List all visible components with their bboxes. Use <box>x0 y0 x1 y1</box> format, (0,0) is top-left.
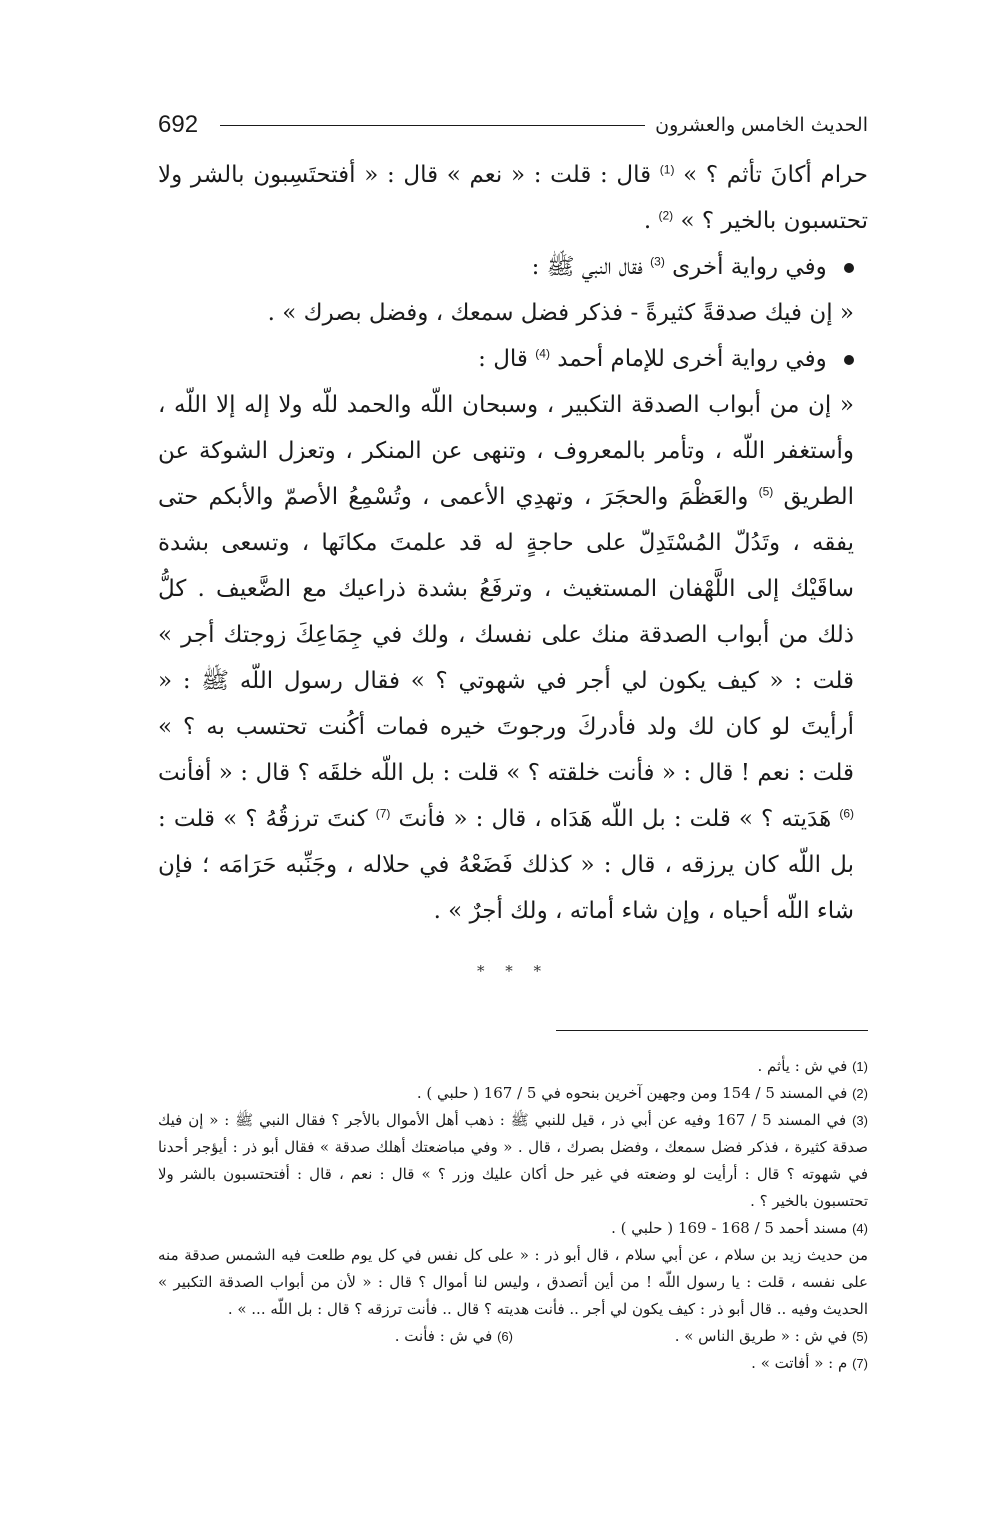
footnote-7: (7) م : « أفاتت » . <box>751 1354 868 1372</box>
footnote-ref-7[interactable]: (7) <box>375 806 391 821</box>
main-text <box>158 152 868 934</box>
footnote-ref-5[interactable]: (5) <box>758 484 774 499</box>
footnotes <box>158 1053 868 1377</box>
bullet-paragraph-1: وفي رواية أخرى $^{(3)}$ فقال النبي ﷺ : <box>158 244 868 290</box>
footnote-ref-1[interactable]: (1) <box>659 162 675 177</box>
bullet-paragraph-2: وفي رواية أخرى للإمام أحمد $^{(4)}$ قال : <box>158 336 868 382</box>
bullet-icon <box>844 263 854 273</box>
bullet-icon <box>844 355 854 365</box>
footnote-6: (6) في ش : فأنت . <box>394 1327 513 1345</box>
book-page <box>158 108 868 1377</box>
footnote-1: (1) في ش : يأثم . <box>757 1057 868 1075</box>
quote-2: « إن من أبواب الصدقة التكبير ، وسبحان اللّه والحمد للّه ولا إله إلا اللّه ، وأستغفر اللّه ، وتأمر بالمعروف ، وتنهى عن المنكر ، وتعزل الشوكة عن الطريق $^{(5)}$ والعَظْمَ والحجَرَ ، وتهدِي الأعمى ، وتُسْمِعُ الأصمّ والأبكم حتى يفقه ، وتَدُلّ المُسْتَدِلّ على حاجةٍ له قد علمتَ مكانَها ، وتسعى بشدة ساقَيْك إلى اللَّهْفان المستغيث ، وترفَعُ بشدة ذراعيك مع الضَّعيف . كلُّ ذلك من أبواب الصدقة منك على نفسك ، ولك في جِمَاعِكَ زوجتك أجر » قلت : « كيف يكون لي أجر في شهوتي ؟ » فقال رسول اللّه ﷺ : « أرأيتَ لو كان لك ولد فأدركَ ورجوتَ خيره فمات أكُنت تحتسب به ؟ » قلت : نعم ! قال : « فأنت خلقته ؟ » قلت : بل اللّه خلقَه ؟ قال : « أفأنت $^{(6)}$ هَدَيته ؟ » قلت : بل اللّه هَدَاه ، قال : « فأنتَ $^{(7)}$ كنتَ ترزقُهُ ؟ » قلت : بل اللّه كان يرزقه ، قال : « كذلك فَضَعْهُ في حلاله ، وجَنِّبه حَرَامَه ؛ فإن شاء اللّه أحياه ، وإن شاء أماته ، ولك أجرٌ » . <box>158 392 855 924</box>
header-rule <box>220 125 645 126</box>
footnote-4: (4) مسند أحمد 5 / 168 - 169 ( حلبي ) . <box>611 1219 868 1237</box>
quote-1: « إن فيك صدقةً كثيرةً - فذكر فضل سمعك ، وفضل بصرك » . <box>267 300 854 326</box>
footnote-ref-4[interactable]: (4) <box>535 346 550 361</box>
section-separator: * * * <box>476 962 550 980</box>
footnote-ref-6[interactable]: (6) <box>839 806 854 821</box>
footnote-5: (5) في ش : « طريق الناس » . <box>674 1327 868 1345</box>
footnote-3: (3) في المسند 5 / 167 وفيه عن أبي ذر ، قيل للنبي ﷺ : ذهب أهل الأموال بالأجر ؟ فقال النبي ﷺ : « إن فيك صدقة كثيرة ، فذكر فضل سمعك ، وفضل بصرك ، قال . « وفي مباضعتك أهلك صدقة » فقال أبو ذر : أيؤجر أحدنا في شهوته ؟ قال : أرأيت لو وضعته في غير حل أكان عليك وزر ؟ » قال : نعم ، قال : أفتحتسبون بالشر ولا تحتسبون بالخير ؟ . <box>158 1111 868 1210</box>
footnote-row-5-6 <box>158 1323 868 1350</box>
running-title: الحديث الخامس والعشرون <box>655 114 868 136</box>
footnote-2: (2) في المسند 5 / 154 ومن وجهين آخرين بنحوه في 5 / 167 ( حلبي ) . <box>416 1084 868 1102</box>
page-number: 692 <box>158 111 199 138</box>
paragraph-1: حرام أكانَ تأثم ؟ » $^{(1)}$ قال : قلت : « نعم » قال : « أفتحتَسِبون بالشر ولا تحتسبون بالخير ؟ » $^{(2)}$ . <box>158 162 869 234</box>
footnote-ref-2[interactable]: (2) <box>658 208 674 223</box>
running-head <box>158 108 868 142</box>
footnote-rule <box>556 1030 868 1031</box>
footnote-ref-3[interactable]: (3) <box>650 254 665 269</box>
footnote-4-continuation: من حديث زيد بن سلام ، عن أبي سلام ، قال أبو ذر : « على كل نفس في كل يوم طلعت فيه الشمس صدقة منه على نفسه ، قلت : يا رسول اللّه ! من أين أتصدق ، وليس لنا أموال ؟ قال : « لأن من أبواب الصدقة التكبير » الحديث وفيه .. قال أبو ذر : كيف يكون لي أجر .. فأنت هديته ؟ قال .. فأنت ترزقه ؟ قال : بل اللّه ... » . <box>158 1246 868 1318</box>
